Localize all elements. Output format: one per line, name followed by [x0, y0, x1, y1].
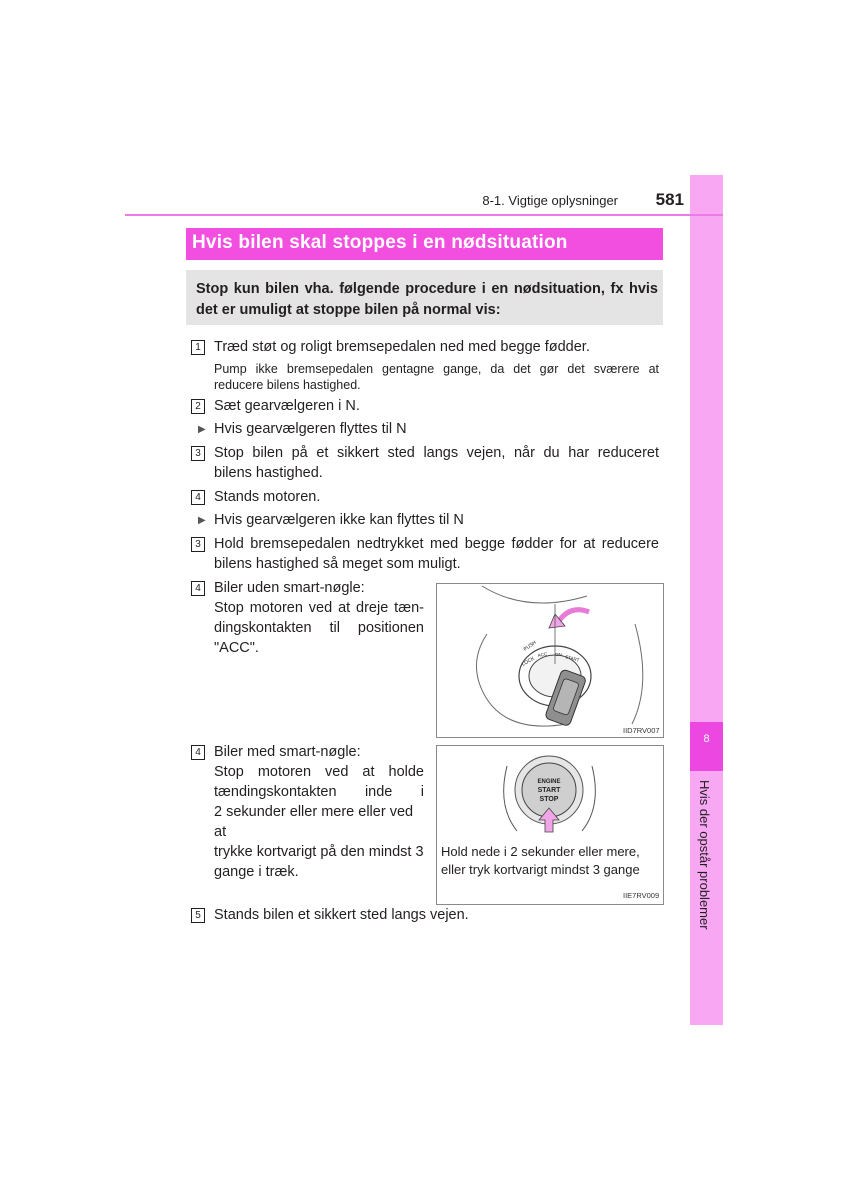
caption-line-2: eller tryk kortvarigt mindst 3 gange	[441, 862, 640, 877]
step-3a-line-2: bilens hastighed.	[214, 465, 323, 481]
step-number-3: 3	[191, 446, 205, 461]
ignition-key-illustration	[437, 584, 663, 737]
step-number-4: 4	[191, 581, 205, 596]
step-4c-line-5: trykke kortvarigt på den mindst 3	[214, 844, 424, 860]
step-5-text: Stands bilen et sikkert sted langs vejen.	[214, 907, 469, 923]
step-4c-line-2: Stop motoren ved at holde	[214, 764, 424, 780]
figure-2-caption	[441, 843, 640, 879]
chapter-number: 8	[703, 733, 710, 745]
step-4b-line-2: Stop motoren ved at dreje tæn-	[214, 600, 424, 616]
button-label-start: START	[537, 787, 561, 794]
start-label: START	[564, 654, 580, 663]
note-line-1: Pump ikke bremsepedalen gentagne gange, da det gør det sværere at	[214, 362, 659, 376]
step-3a-line-1: Stop bilen på et sikkert sted langs vejen, når du har reduceret	[214, 445, 659, 461]
step-1-note	[214, 361, 659, 393]
step-number-4: 4	[191, 490, 205, 505]
ignition-figure	[436, 583, 664, 738]
step-3b-line-2: bilens hastighed så meget som muligt.	[214, 556, 461, 572]
engine-start-button-illustration	[437, 746, 663, 836]
step-1-text: Træd støt og roligt bremsepedalen ned med begge fødder.	[214, 339, 590, 355]
button-label-engine: ENGINE	[537, 779, 561, 785]
chapter-title: Hvis der opstår problemer	[697, 780, 712, 930]
step-4c-line-4: 2 sekunder eller mere eller ved at	[214, 804, 414, 840]
on-label: ON	[555, 652, 562, 657]
step-number-3: 3	[191, 537, 205, 552]
lock-label: LOCK	[521, 655, 536, 668]
step-4b-line-1: Biler uden smart-nøgle:	[214, 580, 365, 596]
step-4a-text: Stands motoren.	[214, 489, 321, 505]
step-4b-line-4: "ACC".	[214, 640, 259, 656]
bullet-arrow-icon: ▶	[198, 424, 206, 435]
step-3b-line-1: Hold bremsepedalen nedtrykket med begge fødder for at reducere	[214, 536, 659, 552]
header-rule	[125, 214, 723, 216]
section-header: 8-1. Vigtige oplysninger	[482, 193, 618, 208]
intro-text	[196, 279, 658, 321]
step-4b-line-3: dingskontakten til positionen	[214, 620, 424, 636]
intro-line-1: Stop kun bilen vha. følgende procedure i en nødsituation, fx hvis	[196, 281, 658, 297]
chapter-number-box	[690, 722, 723, 771]
step-4b-text	[214, 578, 424, 658]
step-3a-text	[214, 443, 659, 483]
step-number-2: 2	[191, 399, 205, 414]
bullet-1-text: Hvis gearvælgeren flyttes til N	[214, 421, 407, 437]
push-label: PUSH	[522, 639, 538, 653]
step-4c-line-1: Biler med smart-nøgle:	[214, 744, 361, 760]
step-number-1: 1	[191, 340, 205, 355]
step-number-4: 4	[191, 745, 205, 760]
step-3b-text	[214, 534, 659, 574]
bullet-2-text: Hvis gearvælgeren ikke kan flyttes til N	[214, 512, 464, 528]
button-label-stop: STOP	[539, 796, 559, 803]
acc-label: ACC	[537, 651, 548, 658]
note-line-2: reducere bilens hastighed.	[214, 378, 361, 392]
figure-2-code: IIE7RV009	[623, 891, 660, 900]
step-number-5: 5	[191, 908, 205, 923]
step-4c-text	[214, 742, 424, 882]
step-4c-line-3: tændingskontakten inde i	[214, 784, 424, 800]
page-number: 581	[655, 190, 684, 209]
intro-line-2: det er umuligt at stoppe bilen på normal vis:	[196, 302, 501, 318]
step-4c-line-6: gange i træk.	[214, 864, 299, 880]
start-button-figure	[436, 745, 664, 905]
bullet-arrow-icon: ▶	[198, 515, 206, 526]
page-title: Hvis bilen skal stoppes i en nødsituation	[192, 232, 568, 253]
caption-line-1: Hold nede i 2 sekunder eller mere,	[441, 844, 640, 859]
step-2-text: Sæt gearvælgeren i N.	[214, 398, 360, 414]
figure-1-code: IID7RV007	[623, 726, 660, 735]
